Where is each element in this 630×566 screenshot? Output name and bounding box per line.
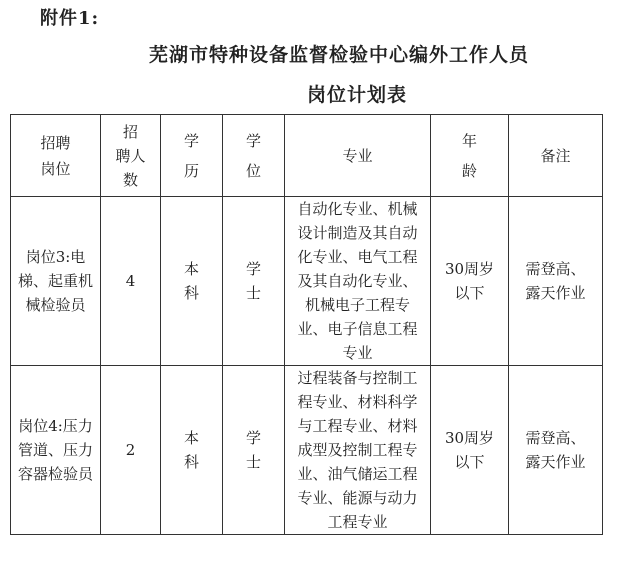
cell-major: 自动化专业、机械设计制造及其自动化专业、电气工程及其自动化专业、机械电子工程专业、电子信息工程专业 [285, 197, 431, 366]
cell-age: 30周岁以下 [431, 197, 509, 366]
cell-position: 岗位3:电梯、起重机械检验员 [11, 197, 101, 366]
cell-count: 4 [101, 197, 161, 366]
header-degree: 学 位 [223, 115, 285, 197]
header-count: 招 聘人 数 [101, 115, 161, 197]
header-remarks: 备注 [509, 115, 603, 197]
header-position: 招聘 岗位 [11, 115, 101, 197]
cell-education: 本科 [161, 366, 223, 535]
document-subtitle: 岗位计划表 [306, 84, 407, 106]
cell-major: 过程装备与控制工程专业、材料科学与工程专业、材料成型及控制工程专业、油气储运工程专业、能源与动力工程专业 [285, 366, 431, 535]
position-plan-table [10, 114, 603, 535]
header-major: 专业 [285, 115, 431, 197]
header-education: 学 历 [161, 115, 223, 197]
cell-degree: 学士 [223, 366, 285, 535]
table-header-row [11, 115, 603, 197]
cell-age: 30周岁以下 [431, 366, 509, 535]
cell-remarks: 需登高、露天作业 [509, 197, 603, 366]
header-age: 年 龄 [431, 115, 509, 197]
cell-remarks: 需登高、露天作业 [509, 366, 603, 535]
attachment-label: 附件1: [40, 8, 100, 29]
table-row [11, 366, 603, 535]
cell-education: 本科 [161, 197, 223, 366]
table-row [11, 197, 603, 366]
document-title: 芜湖市特种设备监督检验中心编外工作人员 [148, 44, 529, 66]
cell-degree: 学士 [223, 197, 285, 366]
cell-position: 岗位4:压力管道、压力容器检验员 [11, 366, 101, 535]
cell-count: 2 [101, 366, 161, 535]
